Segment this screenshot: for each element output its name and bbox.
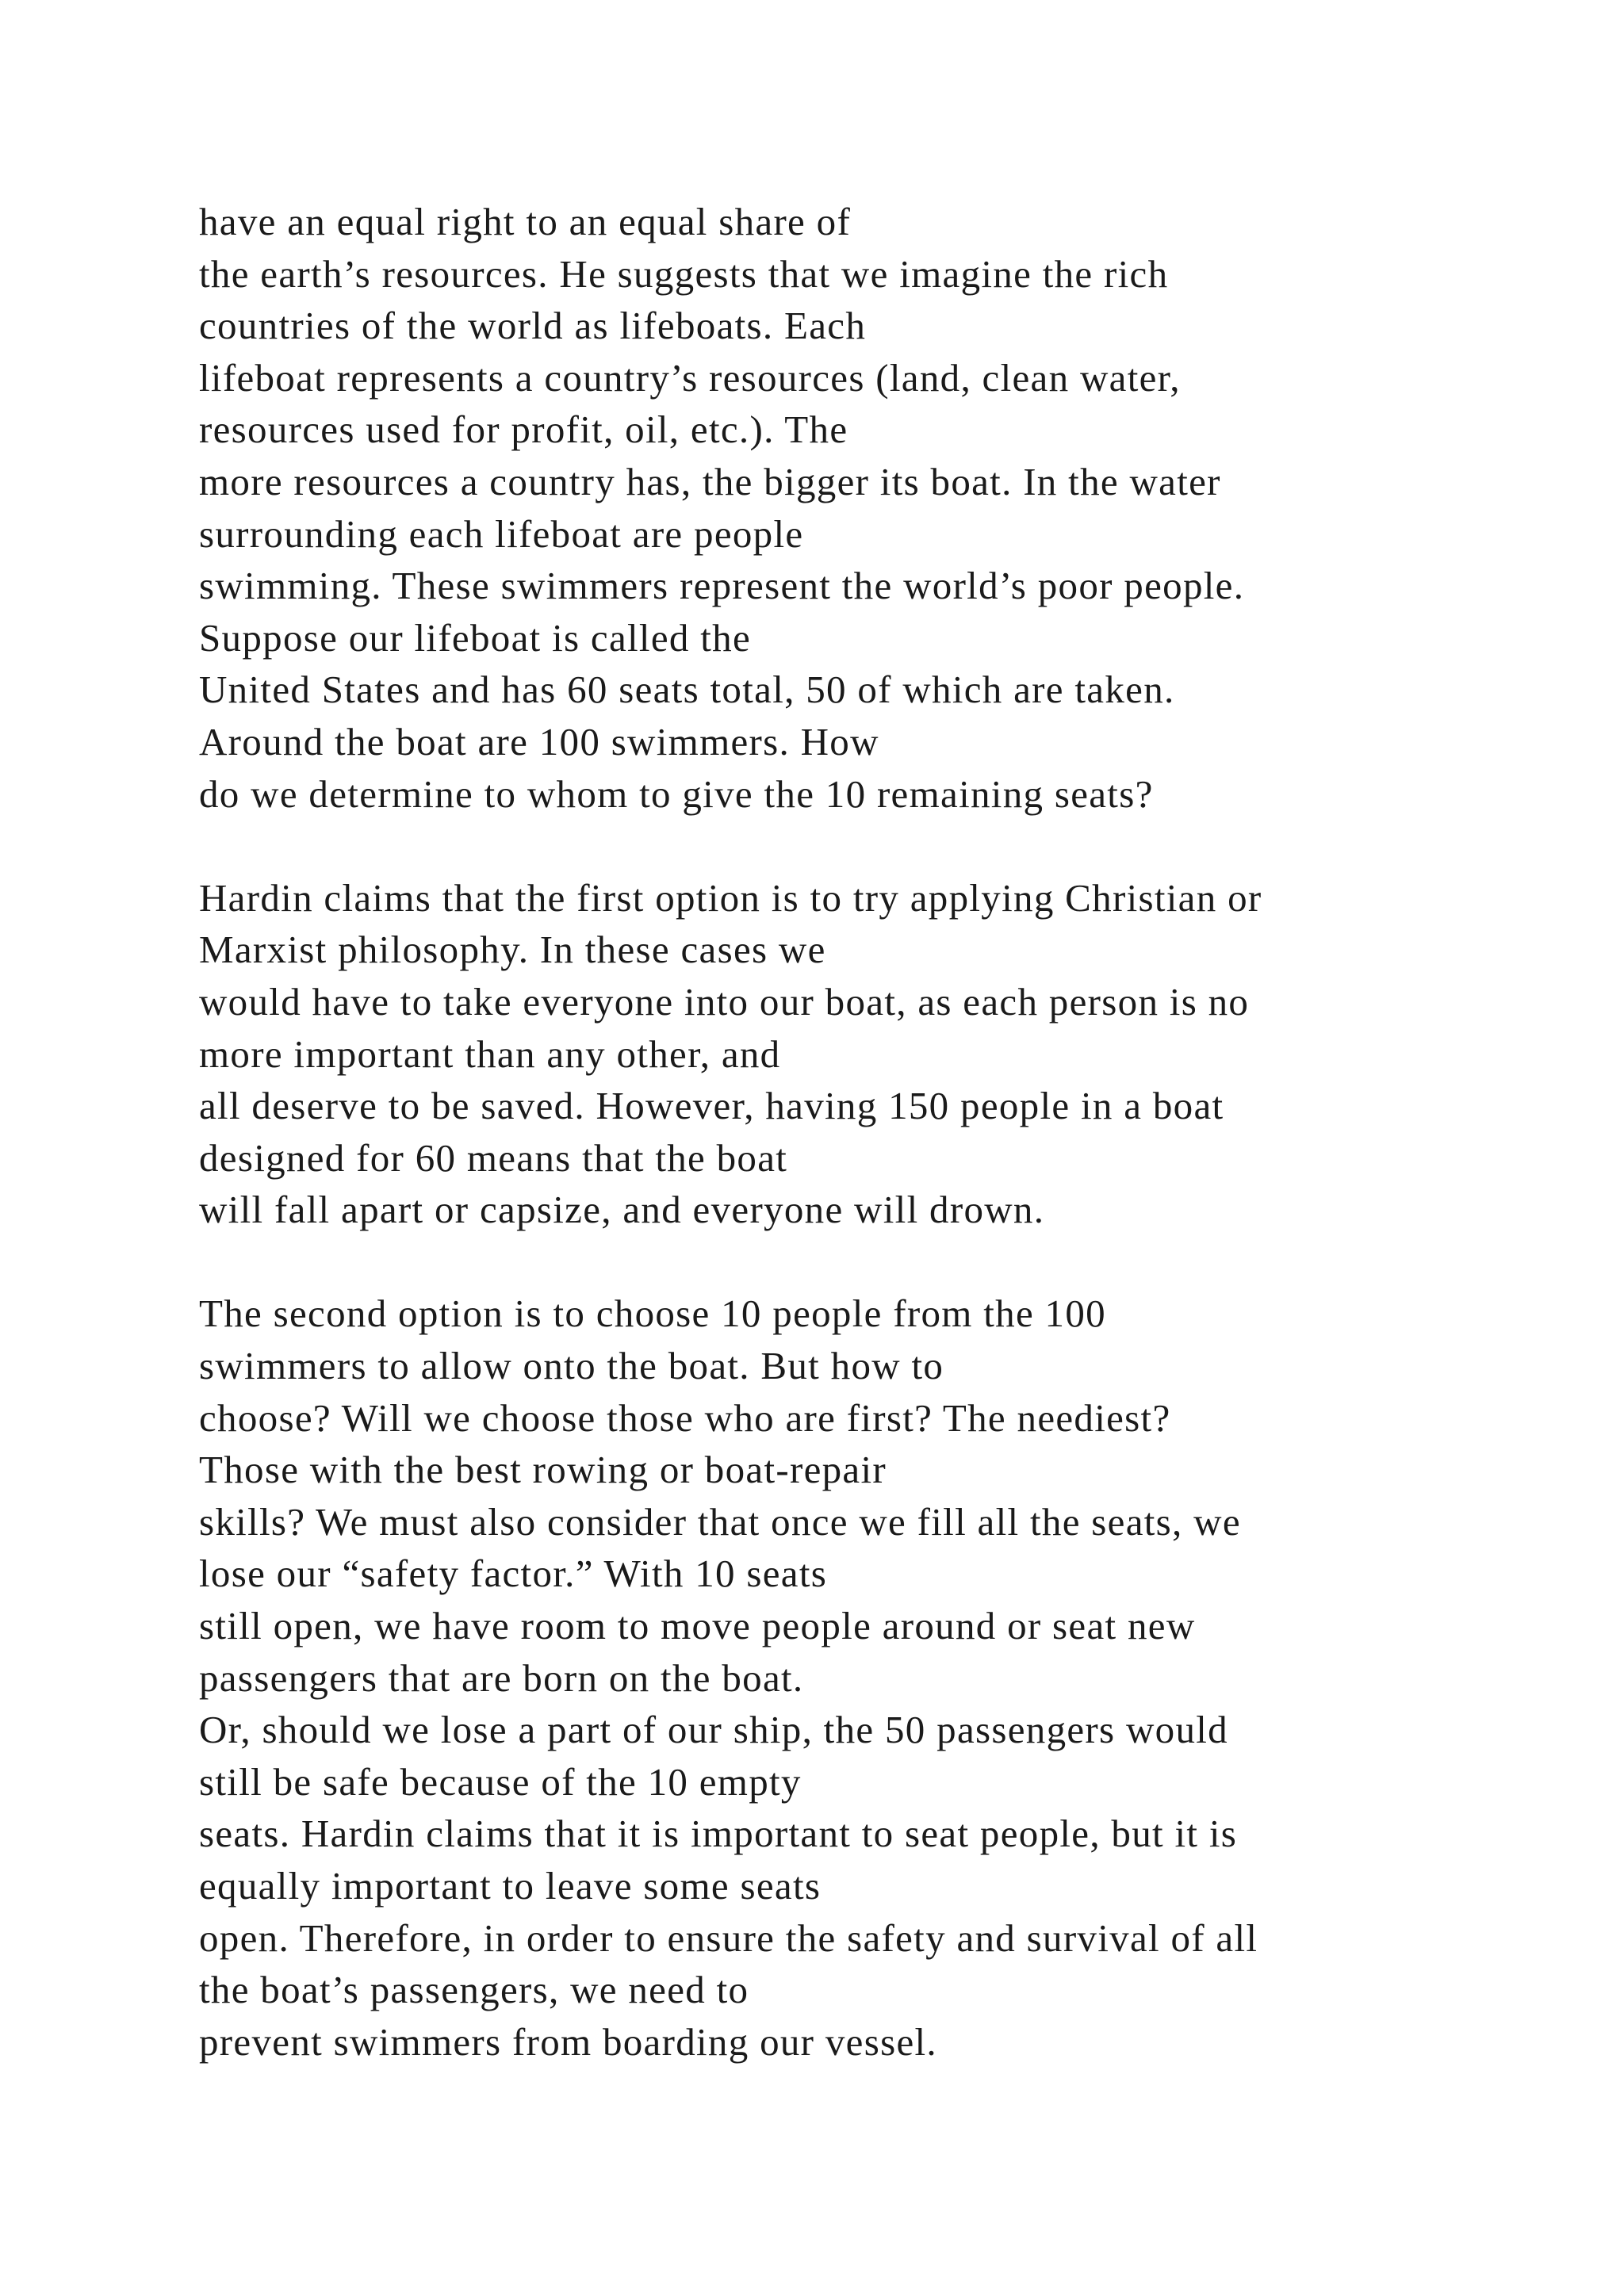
text-line: Marxist philosophy. In these cases we — [199, 928, 826, 972]
text-line: Those with the best rowing or boat-repair — [199, 1448, 887, 1492]
text-line: the boat’s passengers, we need to — [199, 1968, 749, 2012]
text-line: Around the boat are 100 swimmers. How — [199, 719, 879, 763]
text-line: skills? We must also consider that once we fill all the seats, we — [199, 1499, 1241, 1544]
text-line: swimmers to allow onto the boat. But how to — [199, 1344, 944, 1388]
text-line: still be safe because of the 10 empty — [199, 1759, 802, 1804]
text-line: will fall apart or capsize, and everyone will drown. — [199, 1188, 1045, 1232]
text-line: Hardin claims that the first option is to try applying Christian or — [199, 875, 1262, 920]
paragraph-3 — [199, 1288, 1563, 2068]
text-line: still open, we have room to move people around or seat new — [199, 1604, 1196, 1648]
text-line: seats. Hardin claims that it is important to seat people, but it is — [199, 1812, 1238, 1856]
text-line: Suppose our lifeboat is called the — [199, 615, 752, 660]
text-line: resources used for profit, oil, etc.). The — [199, 408, 848, 452]
text-line: swimming. These swimmers represent the world’s poor people. — [199, 564, 1245, 608]
text-line: prevent swimmers from boarding our vessel. — [199, 2019, 937, 2064]
text-line: passengers that are born on the boat. — [199, 1655, 804, 1700]
text-line: equally important to leave some seats — [199, 1864, 822, 1908]
paragraph-spacer — [199, 1236, 1563, 1288]
text-line: Or, should we lose a part of our ship, the 50 passengers would — [199, 1708, 1228, 1752]
text-line: would have to take everyone into our boat, as each person is no — [199, 979, 1250, 1024]
text-line: The second option is to choose 10 people from the 100 — [199, 1292, 1106, 1336]
text-line: more resources a country has, the bigger its boat. In the water — [199, 459, 1221, 503]
text-line: more important than any other, and — [199, 1031, 781, 1076]
text-line: all deserve to be saved. However, having 150 people in a boat — [199, 1084, 1224, 1128]
document-body — [199, 196, 1563, 2068]
paragraph-spacer — [199, 820, 1563, 872]
text-line: the earth’s resources. He suggests that we imagine the rich — [199, 251, 1169, 296]
text-line: open. Therefore, in order to ensure the safety and survival of all — [199, 1915, 1258, 1960]
text-line: United States and has 60 seats total, 50 of which are taken. — [199, 668, 1175, 712]
text-line: surrounding each lifeboat are people — [199, 511, 804, 556]
text-line: do we determine to whom to give the 10 remaining seats? — [199, 771, 1154, 816]
text-line: lifeboat represents a country’s resources (land, clean water, — [199, 355, 1181, 400]
text-line: lose our “safety factor.” With 10 seats — [199, 1552, 828, 1596]
paragraph-1 — [199, 196, 1563, 820]
text-line: choose? Will we choose those who are first? The neediest? — [199, 1395, 1171, 1440]
paragraph-2 — [199, 872, 1563, 1236]
text-line: designed for 60 means that the boat — [199, 1135, 788, 1180]
text-line: have an equal right to an equal share of — [199, 200, 852, 243]
text-line: countries of the world as lifeboats. Each — [199, 304, 867, 348]
